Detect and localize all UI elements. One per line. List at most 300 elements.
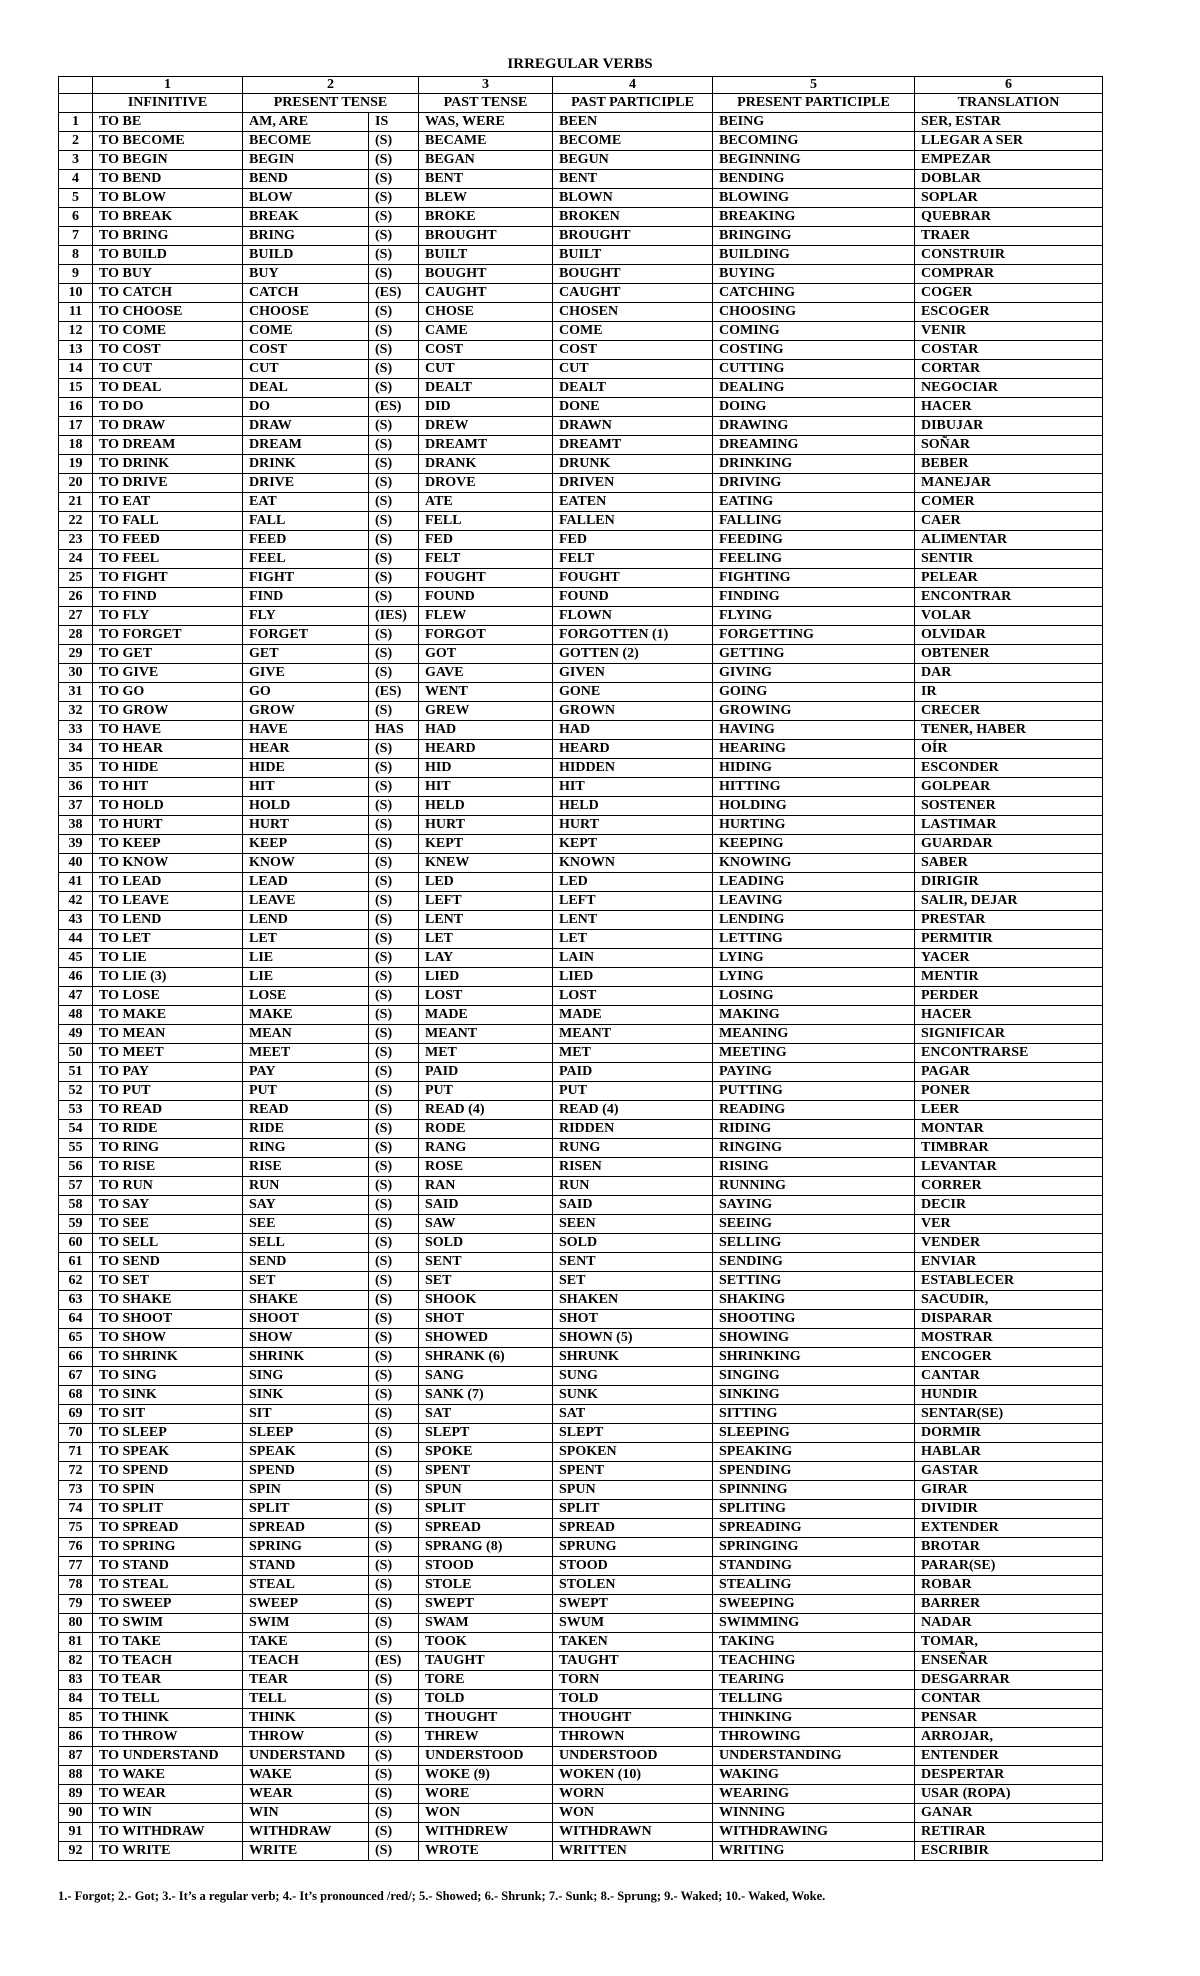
row-number: 47	[59, 987, 93, 1006]
past-tense-cell: RANG	[419, 1139, 553, 1158]
present-tense-cell: LOSE	[243, 987, 369, 1006]
past-tense-cell: LEFT	[419, 892, 553, 911]
present-tense-cell: THINK	[243, 1709, 369, 1728]
present-tense-cell: MAKE	[243, 1006, 369, 1025]
third-person-suffix-cell: (S)	[369, 1177, 419, 1196]
translation-cell: DOBLAR	[915, 170, 1103, 189]
present-tense-cell: MEAN	[243, 1025, 369, 1044]
column-number: 6	[915, 77, 1103, 94]
past-tense-cell: TOOK	[419, 1633, 553, 1652]
present-tense-cell: SHAKE	[243, 1291, 369, 1310]
past-participle-cell: CHOSEN	[553, 303, 713, 322]
past-tense-cell: SPREAD	[419, 1519, 553, 1538]
infinitive-cell: TO GO	[93, 683, 243, 702]
past-participle-cell: RISEN	[553, 1158, 713, 1177]
table-row	[59, 132, 1103, 151]
past-tense-cell: TORE	[419, 1671, 553, 1690]
third-person-suffix-cell: (S)	[369, 797, 419, 816]
present-participle-cell: HITTING	[713, 778, 915, 797]
present-tense-cell: BUY	[243, 265, 369, 284]
present-participle-cell: EATING	[713, 493, 915, 512]
present-participle-cell: DEALING	[713, 379, 915, 398]
third-person-suffix-cell: (S)	[369, 417, 419, 436]
translation-cell: DAR	[915, 664, 1103, 683]
table-row	[59, 1139, 1103, 1158]
present-tense-cell: LEAVE	[243, 892, 369, 911]
translation-cell: ESTABLECER	[915, 1272, 1103, 1291]
third-person-suffix-cell: (S)	[369, 1595, 419, 1614]
infinitive-cell: TO BUILD	[93, 246, 243, 265]
present-participle-cell: PUTTING	[713, 1082, 915, 1101]
past-participle-cell: SHRUNK	[553, 1348, 713, 1367]
present-participle-cell: RISING	[713, 1158, 915, 1177]
table-row	[59, 1063, 1103, 1082]
infinitive-cell: TO TEAR	[93, 1671, 243, 1690]
past-tense-cell: WITHDREW	[419, 1823, 553, 1842]
present-participle-cell: TEACHING	[713, 1652, 915, 1671]
header-present-tense: PRESENT TENSE	[243, 94, 419, 113]
infinitive-cell: TO FEEL	[93, 550, 243, 569]
table-row	[59, 607, 1103, 626]
present-participle-cell: DRIVING	[713, 474, 915, 493]
infinitive-cell: TO MAKE	[93, 1006, 243, 1025]
row-number: 62	[59, 1272, 93, 1291]
infinitive-cell: TO THINK	[93, 1709, 243, 1728]
table-row	[59, 1804, 1103, 1823]
third-person-suffix-cell: (S)	[369, 1196, 419, 1215]
third-person-suffix-cell: (S)	[369, 1272, 419, 1291]
present-participle-cell: BREAKING	[713, 208, 915, 227]
table-row	[59, 189, 1103, 208]
present-tense-cell: DREAM	[243, 436, 369, 455]
row-number: 31	[59, 683, 93, 702]
third-person-suffix-cell: IS	[369, 113, 419, 132]
present-participle-cell: LEADING	[713, 873, 915, 892]
row-number: 84	[59, 1690, 93, 1709]
present-tense-cell: BEGIN	[243, 151, 369, 170]
past-participle-cell: SEEN	[553, 1215, 713, 1234]
past-participle-cell: FORGOTTEN (1)	[553, 626, 713, 645]
infinitive-cell: TO LIE	[93, 949, 243, 968]
translation-cell: GANAR	[915, 1804, 1103, 1823]
row-number: 67	[59, 1367, 93, 1386]
past-participle-cell: MEANT	[553, 1025, 713, 1044]
translation-cell: COGER	[915, 284, 1103, 303]
row-number: 32	[59, 702, 93, 721]
present-participle-cell: FALLING	[713, 512, 915, 531]
past-participle-cell: SPENT	[553, 1462, 713, 1481]
present-tense-cell: LET	[243, 930, 369, 949]
present-participle-cell: WITHDRAWING	[713, 1823, 915, 1842]
past-tense-cell: SHRANK (6)	[419, 1348, 553, 1367]
header-past-tense: PAST TENSE	[419, 94, 553, 113]
past-participle-cell: SENT	[553, 1253, 713, 1272]
present-tense-cell: AM, ARE	[243, 113, 369, 132]
present-tense-cell: FEEL	[243, 550, 369, 569]
table-row	[59, 1614, 1103, 1633]
infinitive-cell: TO HIT	[93, 778, 243, 797]
infinitive-cell: TO FIND	[93, 588, 243, 607]
table-row	[59, 1709, 1103, 1728]
present-tense-cell: FIND	[243, 588, 369, 607]
past-tense-cell: MEANT	[419, 1025, 553, 1044]
table-row	[59, 949, 1103, 968]
third-person-suffix-cell: (S)	[369, 873, 419, 892]
third-person-suffix-cell: (S)	[369, 588, 419, 607]
present-tense-cell: PUT	[243, 1082, 369, 1101]
past-participle-cell: CAUGHT	[553, 284, 713, 303]
present-participle-cell: RIDING	[713, 1120, 915, 1139]
present-tense-cell: SHRINK	[243, 1348, 369, 1367]
past-tense-cell: SET	[419, 1272, 553, 1291]
infinitive-cell: TO MEAN	[93, 1025, 243, 1044]
infinitive-cell: TO SPIN	[93, 1481, 243, 1500]
present-participle-cell: FLYING	[713, 607, 915, 626]
past-participle-cell: FLOWN	[553, 607, 713, 626]
past-tense-cell: TAUGHT	[419, 1652, 553, 1671]
present-participle-cell: FIGHTING	[713, 569, 915, 588]
past-participle-cell: WITHDRAWN	[553, 1823, 713, 1842]
present-participle-cell: SHAKING	[713, 1291, 915, 1310]
past-participle-cell: THOUGHT	[553, 1709, 713, 1728]
table-row	[59, 1424, 1103, 1443]
header-infinitive: INFINITIVE	[93, 94, 243, 113]
third-person-suffix-cell: (S)	[369, 1519, 419, 1538]
row-number: 81	[59, 1633, 93, 1652]
third-person-suffix-cell: (S)	[369, 531, 419, 550]
past-tense-cell: LAY	[419, 949, 553, 968]
present-participle-cell: CUTTING	[713, 360, 915, 379]
present-participle-cell: LEAVING	[713, 892, 915, 911]
past-participle-cell: SOLD	[553, 1234, 713, 1253]
present-tense-cell: GET	[243, 645, 369, 664]
third-person-suffix-cell: (ES)	[369, 284, 419, 303]
past-participle-cell: GOTTEN (2)	[553, 645, 713, 664]
past-participle-cell: STOOD	[553, 1557, 713, 1576]
table-row	[59, 208, 1103, 227]
table-row	[59, 1443, 1103, 1462]
present-tense-cell: SPIN	[243, 1481, 369, 1500]
present-participle-cell: DRAWING	[713, 417, 915, 436]
translation-cell: SOPLAR	[915, 189, 1103, 208]
past-participle-cell: PUT	[553, 1082, 713, 1101]
row-number: 91	[59, 1823, 93, 1842]
row-number: 29	[59, 645, 93, 664]
translation-cell: TRAER	[915, 227, 1103, 246]
present-participle-cell: FEELING	[713, 550, 915, 569]
infinitive-cell: TO DRIVE	[93, 474, 243, 493]
table-row	[59, 113, 1103, 132]
past-participle-cell: COME	[553, 322, 713, 341]
past-participle-cell: SPRUNG	[553, 1538, 713, 1557]
translation-cell: SIGNIFICAR	[915, 1025, 1103, 1044]
past-participle-cell: BOUGHT	[553, 265, 713, 284]
row-number: 36	[59, 778, 93, 797]
row-number: 16	[59, 398, 93, 417]
row-number: 74	[59, 1500, 93, 1519]
past-participle-cell: DREAMT	[553, 436, 713, 455]
infinitive-cell: TO TEACH	[93, 1652, 243, 1671]
table-row	[59, 1481, 1103, 1500]
present-participle-cell: SLEEPING	[713, 1424, 915, 1443]
translation-cell: NADAR	[915, 1614, 1103, 1633]
row-number: 1	[59, 113, 93, 132]
third-person-suffix-cell: (S)	[369, 227, 419, 246]
table-row	[59, 854, 1103, 873]
past-participle-cell: GIVEN	[553, 664, 713, 683]
present-tense-cell: GIVE	[243, 664, 369, 683]
third-person-suffix-cell: (S)	[369, 1576, 419, 1595]
translation-cell: COMPRAR	[915, 265, 1103, 284]
past-participle-cell: FALLEN	[553, 512, 713, 531]
translation-cell: PENSAR	[915, 1709, 1103, 1728]
row-number: 22	[59, 512, 93, 531]
present-tense-cell: TEAR	[243, 1671, 369, 1690]
table-row	[59, 1272, 1103, 1291]
row-number: 78	[59, 1576, 93, 1595]
present-tense-cell: RIDE	[243, 1120, 369, 1139]
table-row	[59, 778, 1103, 797]
past-participle-cell: HAD	[553, 721, 713, 740]
third-person-suffix-cell: (S)	[369, 1082, 419, 1101]
past-participle-cell: SHOWN (5)	[553, 1329, 713, 1348]
past-tense-cell: FORGOT	[419, 626, 553, 645]
third-person-suffix-cell: (S)	[369, 1424, 419, 1443]
present-tense-cell: STAND	[243, 1557, 369, 1576]
table-row	[59, 474, 1103, 493]
past-participle-cell: DRAWN	[553, 417, 713, 436]
present-participle-cell: BEING	[713, 113, 915, 132]
past-tense-cell: WAS, WERE	[419, 113, 553, 132]
translation-cell: PARAR(SE)	[915, 1557, 1103, 1576]
third-person-suffix-cell: (S)	[369, 246, 419, 265]
translation-cell: HACER	[915, 398, 1103, 417]
translation-cell: VENIR	[915, 322, 1103, 341]
present-tense-cell: FIGHT	[243, 569, 369, 588]
third-person-suffix-cell: (S)	[369, 360, 419, 379]
table-row	[59, 1842, 1103, 1861]
row-number: 42	[59, 892, 93, 911]
third-person-suffix-cell: (S)	[369, 1728, 419, 1747]
infinitive-cell: TO SPLIT	[93, 1500, 243, 1519]
past-participle-cell: HELD	[553, 797, 713, 816]
infinitive-cell: TO SPEND	[93, 1462, 243, 1481]
present-participle-cell: TELLING	[713, 1690, 915, 1709]
translation-cell: ROBAR	[915, 1576, 1103, 1595]
third-person-suffix-cell: (S)	[369, 569, 419, 588]
present-participle-cell: UNDERSTANDING	[713, 1747, 915, 1766]
third-person-suffix-cell: (S)	[369, 265, 419, 284]
present-tense-cell: LEAD	[243, 873, 369, 892]
row-number: 45	[59, 949, 93, 968]
table-row	[59, 1785, 1103, 1804]
past-participle-cell: HURT	[553, 816, 713, 835]
infinitive-cell: TO SET	[93, 1272, 243, 1291]
third-person-suffix-cell: (S)	[369, 1044, 419, 1063]
translation-cell: ALIMENTAR	[915, 531, 1103, 550]
third-person-suffix-cell: (S)	[369, 189, 419, 208]
row-number: 85	[59, 1709, 93, 1728]
infinitive-cell: TO FORGET	[93, 626, 243, 645]
row-number: 3	[59, 151, 93, 170]
irregular-verbs-table	[58, 76, 1103, 1861]
past-tense-cell: GAVE	[419, 664, 553, 683]
infinitive-cell: TO SHRINK	[93, 1348, 243, 1367]
infinitive-cell: TO FIGHT	[93, 569, 243, 588]
infinitive-cell: TO HURT	[93, 816, 243, 835]
infinitive-cell: TO LOSE	[93, 987, 243, 1006]
infinitive-cell: TO SPEAK	[93, 1443, 243, 1462]
past-participle-cell: HEARD	[553, 740, 713, 759]
past-tense-cell: THREW	[419, 1728, 553, 1747]
row-number: 11	[59, 303, 93, 322]
past-tense-cell: COST	[419, 341, 553, 360]
past-participle-cell: COST	[553, 341, 713, 360]
row-number: 55	[59, 1139, 93, 1158]
third-person-suffix-cell: (S)	[369, 835, 419, 854]
translation-cell: CANTAR	[915, 1367, 1103, 1386]
present-tense-cell: RUN	[243, 1177, 369, 1196]
infinitive-cell: TO HEAR	[93, 740, 243, 759]
row-number: 19	[59, 455, 93, 474]
row-number: 76	[59, 1538, 93, 1557]
row-number: 90	[59, 1804, 93, 1823]
translation-cell: IR	[915, 683, 1103, 702]
present-participle-cell: DRINKING	[713, 455, 915, 474]
present-participle-cell: HAVING	[713, 721, 915, 740]
infinitive-cell: TO WITHDRAW	[93, 1823, 243, 1842]
row-number: 87	[59, 1747, 93, 1766]
past-tense-cell: DREW	[419, 417, 553, 436]
third-person-suffix-cell: (S)	[369, 1139, 419, 1158]
past-participle-cell: WRITTEN	[553, 1842, 713, 1861]
past-tense-cell: LIED	[419, 968, 553, 987]
row-number: 33	[59, 721, 93, 740]
row-number: 51	[59, 1063, 93, 1082]
present-tense-cell: WAKE	[243, 1766, 369, 1785]
present-tense-cell: SAY	[243, 1196, 369, 1215]
translation-cell: COMER	[915, 493, 1103, 512]
present-participle-cell: SELLING	[713, 1234, 915, 1253]
past-participle-cell: DRUNK	[553, 455, 713, 474]
row-number: 65	[59, 1329, 93, 1348]
present-tense-cell: BECOME	[243, 132, 369, 151]
third-person-suffix-cell: (S)	[369, 645, 419, 664]
present-tense-cell: UNDERSTAND	[243, 1747, 369, 1766]
row-number: 24	[59, 550, 93, 569]
table-row	[59, 1215, 1103, 1234]
translation-cell: DORMIR	[915, 1424, 1103, 1443]
past-tense-cell: HID	[419, 759, 553, 778]
translation-cell: MONTAR	[915, 1120, 1103, 1139]
third-person-suffix-cell: (IES)	[369, 607, 419, 626]
table-row	[59, 987, 1103, 1006]
table-row	[59, 759, 1103, 778]
past-tense-cell: GREW	[419, 702, 553, 721]
present-participle-cell: LOSING	[713, 987, 915, 1006]
present-tense-cell: HOLD	[243, 797, 369, 816]
table-row	[59, 322, 1103, 341]
translation-cell: BROTAR	[915, 1538, 1103, 1557]
translation-cell: ENCOGER	[915, 1348, 1103, 1367]
table-row	[59, 1766, 1103, 1785]
past-participle-cell: UNDERSTOOD	[553, 1747, 713, 1766]
table-row	[59, 1253, 1103, 1272]
row-number: 20	[59, 474, 93, 493]
past-participle-cell: TAUGHT	[553, 1652, 713, 1671]
table-row	[59, 265, 1103, 284]
row-number: 68	[59, 1386, 93, 1405]
table-row	[59, 1595, 1103, 1614]
table-row	[59, 1158, 1103, 1177]
present-participle-cell: SPEAKING	[713, 1443, 915, 1462]
translation-cell: SALIR, DEJAR	[915, 892, 1103, 911]
past-participle-cell: TOLD	[553, 1690, 713, 1709]
past-participle-cell: SLEPT	[553, 1424, 713, 1443]
past-tense-cell: GOT	[419, 645, 553, 664]
past-participle-cell: BEGUN	[553, 151, 713, 170]
past-participle-cell: LAIN	[553, 949, 713, 968]
past-tense-cell: WENT	[419, 683, 553, 702]
present-tense-cell: SPEAK	[243, 1443, 369, 1462]
translation-cell: MANEJAR	[915, 474, 1103, 493]
present-tense-cell: KNOW	[243, 854, 369, 873]
past-participle-cell: LENT	[553, 911, 713, 930]
present-tense-cell: SEND	[243, 1253, 369, 1272]
past-participle-cell: TORN	[553, 1671, 713, 1690]
past-tense-cell: HURT	[419, 816, 553, 835]
past-tense-cell: SHOT	[419, 1310, 553, 1329]
table-row	[59, 1557, 1103, 1576]
present-participle-cell: WINNING	[713, 1804, 915, 1823]
past-tense-cell: KNEW	[419, 854, 553, 873]
past-tense-cell: HAD	[419, 721, 553, 740]
third-person-suffix-cell: (S)	[369, 322, 419, 341]
past-participle-cell: BROUGHT	[553, 227, 713, 246]
present-participle-cell: BLOWING	[713, 189, 915, 208]
third-person-suffix-cell: (S)	[369, 1329, 419, 1348]
past-participle-cell: CUT	[553, 360, 713, 379]
translation-cell: LASTIMAR	[915, 816, 1103, 835]
present-participle-cell: FINDING	[713, 588, 915, 607]
present-participle-cell: MEETING	[713, 1044, 915, 1063]
past-tense-cell: FOUGHT	[419, 569, 553, 588]
translation-cell: ESCOGER	[915, 303, 1103, 322]
third-person-suffix-cell: (S)	[369, 1120, 419, 1139]
row-number: 14	[59, 360, 93, 379]
present-tense-cell: FORGET	[243, 626, 369, 645]
infinitive-cell: TO DRINK	[93, 455, 243, 474]
present-participle-cell: SWEEPING	[713, 1595, 915, 1614]
past-tense-cell: FED	[419, 531, 553, 550]
present-tense-cell: STEAL	[243, 1576, 369, 1595]
present-tense-cell: CATCH	[243, 284, 369, 303]
third-person-suffix-cell: (S)	[369, 1215, 419, 1234]
present-participle-cell: HOLDING	[713, 797, 915, 816]
row-number: 60	[59, 1234, 93, 1253]
third-person-suffix-cell: (S)	[369, 930, 419, 949]
translation-cell: BARRER	[915, 1595, 1103, 1614]
present-participle-cell: DOING	[713, 398, 915, 417]
third-person-suffix-cell: (S)	[369, 1747, 419, 1766]
infinitive-cell: TO FEED	[93, 531, 243, 550]
infinitive-cell: TO SHOOT	[93, 1310, 243, 1329]
table-row	[59, 1652, 1103, 1671]
infinitive-cell: TO SEE	[93, 1215, 243, 1234]
table-row	[59, 911, 1103, 930]
row-number: 56	[59, 1158, 93, 1177]
row-number: 70	[59, 1424, 93, 1443]
